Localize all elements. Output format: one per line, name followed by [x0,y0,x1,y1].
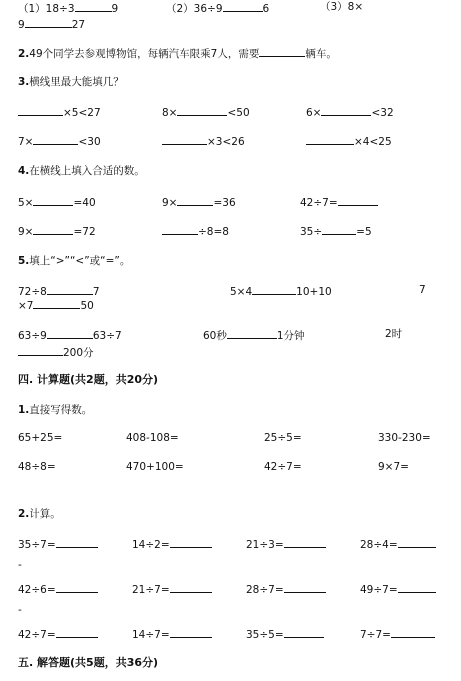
c2-r2-item-1 [18,581,98,597]
c2-r2-item-4 [360,581,436,597]
q4-r1-item-2 [162,194,236,210]
q4-r2-3-pre: 35÷ [300,226,323,238]
q1c-expression: （3）8× [320,1,364,13]
c2-r3-4-blank[interactable] [391,626,435,638]
q1c-line2 [18,16,85,32]
q2-number: 2. [18,48,30,60]
q5-r1-item-3 [419,283,426,297]
q4-r1-2-blank[interactable] [177,194,213,206]
q3-r1-2-pre: 8× [162,107,178,119]
q4-r2-1-post: =72 [73,226,96,238]
c2-r3-2-expr: 14÷7= [132,629,170,641]
c2-r2-1-blank[interactable] [56,581,98,593]
q3-r2-3-post: ×4<25 [354,136,392,148]
c2-r2-dash: - [18,604,22,616]
q2-row [18,45,337,61]
c1-number: 1. [18,404,30,416]
q5-number: 5. [18,255,30,267]
q3-r2-item-3 [306,133,392,149]
c2-r1-2-expr: 14÷2= [132,539,170,551]
section-5-title: 五. 解答题(共5题，共36分) [18,656,159,669]
q4-r2-3-blank[interactable] [322,223,356,235]
q4-r2-item-3 [300,223,372,239]
q4-r1-2-post: =36 [213,197,236,209]
q5-title: 填上“>”“<”或“=”。 [29,255,131,267]
q1b-blank[interactable] [223,0,263,12]
q5-r2-2-pre: 60秒 [203,330,227,342]
c2-r2-item-3 [246,581,326,597]
c2-r1-item-4 [360,536,436,552]
c2-r1-item-2 [132,536,212,552]
c2-r2-1-expr: 42÷6= [18,584,56,596]
q3-r2-2-post: ×3<26 [207,136,245,148]
q5-r1-2-post: 10+10 [296,286,332,298]
q3-title: 横线里最大能填几？ [29,76,124,88]
q4-r1-1-post: =40 [73,197,96,209]
q4-r1-item-3 [300,194,378,210]
q1c-after: 27 [71,19,86,31]
q5-r1-2-pre: 5×4 [230,286,253,298]
q3-r1-3-pre: 6× [306,107,322,119]
q3-r2-1-blank[interactable] [33,133,78,145]
q4-r2-1-blank[interactable] [33,223,73,235]
section-4-title: 四. 计算题(共2题，共20分) [18,373,159,386]
c1-title: 直接写得数。 [29,404,93,416]
c1-r2-2: 470+100= [126,461,184,473]
c1-r1-4: 330-230= [378,432,431,444]
q3-r1-1-post: ×5<27 [63,107,101,119]
q3-r1-item-3 [306,104,394,120]
q4-r1-3-pre: 42÷7= [300,197,338,209]
c2-r1-3-expr: 21÷3= [246,539,284,551]
q5-r2-3-post: 200分 [63,347,94,359]
c2-number: 2. [18,508,30,520]
q4-r1-1-blank[interactable] [33,194,73,206]
q5-r1-3-pre: 7 [419,284,426,296]
q5-r2-1-blank[interactable] [47,327,93,339]
q5-r1-1-post: 7 [92,286,100,298]
q4-r1-2-pre: 9× [162,197,178,209]
c2-r1-4-blank[interactable] [398,536,436,548]
q5-r2-1-pre: 63÷9 [18,330,47,342]
q1b-item [166,0,269,16]
q1a-after: 9 [111,3,119,15]
c2-r2-4-expr: 49÷7= [360,584,398,596]
q3-r2-item-2 [162,133,245,149]
c2-r3-2-blank[interactable] [170,626,212,638]
c2-r3-1-expr: 42÷7= [18,629,56,641]
q3-heading [18,75,124,89]
q1c-item [320,0,363,14]
c2-r3-item-1 [18,626,98,642]
q3-r2-1-post: <30 [78,136,101,148]
q3-r2-3-blank[interactable] [306,133,354,145]
q5-r1-item-3-line2 [18,297,94,313]
q1a-blank[interactable] [75,0,112,12]
c2-r2-2-blank[interactable] [170,581,212,593]
q2-after: 辆车。 [305,48,337,60]
q5-r2-3-pre: 2时 [385,328,403,340]
q5-r2-2-post: 1分钟 [276,330,305,342]
q4-r2-item-2 [162,223,229,239]
q4-r2-2-post: ÷8=8 [198,226,229,238]
q3-r1-item-2 [162,104,250,120]
c1-r2-4: 9×7= [378,461,409,473]
q1a-expression: （1）18÷3 [18,3,75,15]
q1b-expression: （2）36÷9 [166,3,223,15]
c1-r2-3: 42÷7= [264,461,302,473]
c2-r1-2-blank[interactable] [170,536,212,548]
q2-text: 49个同学去参观博物馆，每辆汽车限乘7人，需要 [29,48,260,60]
q1c-blank[interactable] [25,16,72,28]
q5-r2-item-2 [203,327,305,343]
c1-r1-3: 25÷5= [264,432,302,444]
q3-r1-2-post: <50 [227,107,250,119]
q4-title: 在横线上填入合适的数。 [29,165,145,177]
c1-r1-2: 408-108= [126,432,179,444]
c2-r1-4-expr: 28÷4= [360,539,398,551]
c2-r1-1-expr: 35÷7= [18,539,56,551]
q3-r1-1-blank[interactable] [18,104,63,116]
q3-r2-2-blank[interactable] [162,133,207,145]
q4-r2-item-1 [18,223,96,239]
q5-r2-2-blank[interactable] [227,327,277,339]
q3-r2-1-pre: 7× [18,136,34,148]
c2-r1-item-1 [18,536,98,552]
q5-r1-3-blank[interactable] [33,297,80,309]
c2-r2-3-blank[interactable] [284,581,326,593]
q5-r2-item-1 [18,327,122,343]
q3-r1-2-blank[interactable] [177,104,227,116]
c2-r3-item-2 [132,626,212,642]
c1-heading [18,403,92,417]
q1c-line2-pre: 9 [18,19,25,31]
c2-r3-4-expr: 7÷7= [360,629,391,641]
q5-r1-2-blank[interactable] [252,283,296,295]
q1-continued-row [18,0,118,16]
q4-heading [18,164,145,178]
c2-r2-4-blank[interactable] [398,581,436,593]
q3-r2-item-1 [18,133,101,149]
q2-blank[interactable] [259,45,305,57]
q5-r1-item-2 [230,283,332,299]
q4-r2-2-blank[interactable] [162,223,198,235]
c2-r2-3-expr: 28÷7= [246,584,284,596]
c1-r2-1: 48÷8= [18,461,56,473]
q4-r2-3-post: =5 [356,226,372,238]
c2-r2-item-2 [132,581,212,597]
c2-r1-dash: - [18,559,22,571]
q5-r2-item-3 [385,327,402,341]
q3-r1-item-1 [18,104,101,120]
c2-r1-item-3 [246,536,326,552]
q5-r2-1-post: 63÷7 [92,330,122,342]
c2-r3-item-4 [360,626,435,642]
q1b-after: 6 [262,3,270,15]
c2-r1-3-blank[interactable] [284,536,326,548]
c2-heading [18,507,61,521]
q3-r1-3-blank[interactable] [321,104,371,116]
q5-r2-3-blank[interactable] [18,344,63,356]
c2-title: 计算。 [29,508,61,520]
c2-r3-1-blank[interactable] [56,626,98,638]
q3-number: 3. [18,76,30,88]
q3-r1-3-post: <32 [371,107,394,119]
q5-r1-3-cont: ×7 [18,300,34,312]
q4-r1-1-pre: 5× [18,197,34,209]
c2-r3-3-expr: 35÷5= [246,629,284,641]
q5-r1-1-blank[interactable] [47,283,93,295]
c2-r1-1-blank[interactable] [56,536,98,548]
q4-r2-1-pre: 9× [18,226,34,238]
q4-number: 4. [18,165,30,177]
q4-r1-3-blank[interactable] [338,194,378,206]
q5-r2-item-3-line2 [18,344,94,360]
q4-r1-item-1 [18,194,96,210]
c2-r3-item-3 [246,626,324,642]
c2-r2-2-expr: 21÷7= [132,584,170,596]
c1-r1-1: 65+25= [18,432,63,444]
c2-r3-3-blank[interactable] [284,626,324,638]
q5-r1-1-pre: 72÷8 [18,286,47,298]
q5-heading [18,254,130,268]
q5-r1-3-post: 50 [80,300,94,312]
